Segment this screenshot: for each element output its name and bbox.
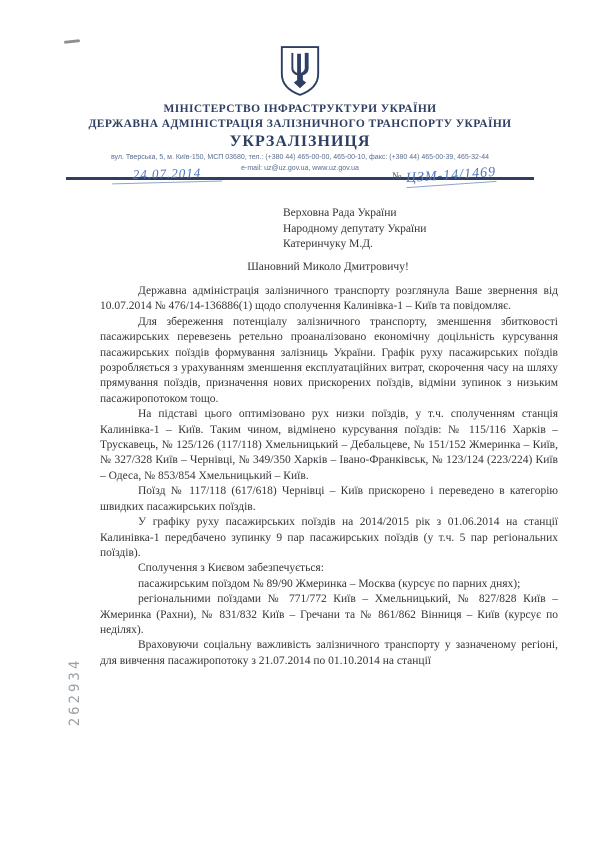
recipient-line-2: Народному депутату України xyxy=(283,222,427,235)
paragraph-3: На підставі цього оптимізовано рух низки поїздів, у т.ч. сполученням станція Калинівка-1 – Київ. Таким чином, відмінено курсування поїздів: № 115/116 Харків – Трускавець, № 125/126 (117/118) Хмельницький – Дебальцеве, № 151/152 Жмеринка – Київ, № 327/328 Київ – Чернівці, № 349/350 Харків – Івано-Франківськ, № 123/124 (223/224) Київ – Одеса, № 853/854 Хмельницький – Київ. xyxy=(100,408,558,482)
administration-name: ДЕРЖАВНА АДМІНІСТРАЦІЯ ЗАЛІЗНИЧНОГО ТРАНСПОРТУ УКРАЇНИ xyxy=(88,118,512,130)
paragraph-4: Поїзд № 117/118 (617/618) Чернівці – Київ прискорено і переведено в категорію швидких пасажирських поїздів. xyxy=(100,485,558,513)
ministry-name: МІНІСТЕРСТВО ІНФРАСТРУКТУРИ УКРАЇНИ xyxy=(163,103,437,115)
reference-number xyxy=(392,166,562,185)
paragraph-7: пасажирським поїздом № 89/90 Жмеринка – Москва (курсує по парних днях); xyxy=(138,577,521,590)
paragraph-2: Для збереження потенціалу залізничного транспорту, зменшення збитковості пасажирських перевезень ретельно проаналізовано економічну доцільність курсування пасажирських поїздів формування залізниць України. Графік руху пасажирських поїздів розробляється з урахуванням зменшення експлуатаційних витрат, скорочення часу на шляху прямування поїздів, призначення нових прискорених поїздів, відміни зупинок з низьким пасажиропотоком тощо. xyxy=(100,315,558,405)
handwritten-number: ЦЗМ-14/1469 xyxy=(405,164,497,187)
letterhead xyxy=(0,44,600,180)
paragraph-6: Сполучення з Києвом забезпечується: xyxy=(138,562,324,575)
reference-row xyxy=(0,166,600,192)
letter-body xyxy=(100,284,558,669)
handwritten-date: 24.07.2014 xyxy=(112,165,222,185)
paragraph-5: У графіку руху пасажирських поїздів на 2014/2015 рік з 01.06.2014 на станції Калинівка-1 передбачено зупинку 9 пар пасажирських поїздів (у т.ч. 5 пар регіональних поїздів). xyxy=(100,516,558,559)
salutation: Шановний Миколо Дмитровичу! xyxy=(247,261,409,273)
recipient-block xyxy=(283,206,533,253)
ukraine-trident-emblem-icon xyxy=(278,44,322,98)
paragraph-9: Враховуючи соціальну важливість залізничного транспорту у зазначеному регіоні, для вивчення пасажиропотоку з 21.07.2014 по 01.10.2014 на станції xyxy=(100,639,558,667)
paragraph-8: регіональними поїздами № 771/772 Київ – Хмельницький, № 827/828 Київ – Жмеринка (Рахни), № 831/832 Київ – Гречани та № 861/862 Вінниця – Київ (курсує по неділях). xyxy=(100,593,558,636)
paragraph-1: Державна адміністрація залізничного транспорту розглянула Ваше звернення від 10.07.2014 № 476/14-136886(1) щодо сполучення Калинівка-1 – Київ та повідомляє. xyxy=(100,285,558,313)
scan-registration-number: 262934 xyxy=(67,657,83,727)
number-sign-label: № xyxy=(392,171,402,182)
organization-name: УКРЗАЛІЗНИЦЯ xyxy=(229,133,371,150)
recipient-line-1: Верховна Рада України xyxy=(283,207,397,219)
letterhead-contacts: e-mail: uz@uz.gov.ua, www.uz.gov.ua xyxy=(241,165,359,172)
recipient-line-3: Катеринчуку М.Д. xyxy=(283,238,373,250)
letterhead-address: вул. Тверська, 5, м. Київ-150, МСП 03680, тел.: (+380 44) 465-00-00, 465-00-10, факс: (+380 44) 465-00-39, 465-32-44 xyxy=(110,154,490,161)
